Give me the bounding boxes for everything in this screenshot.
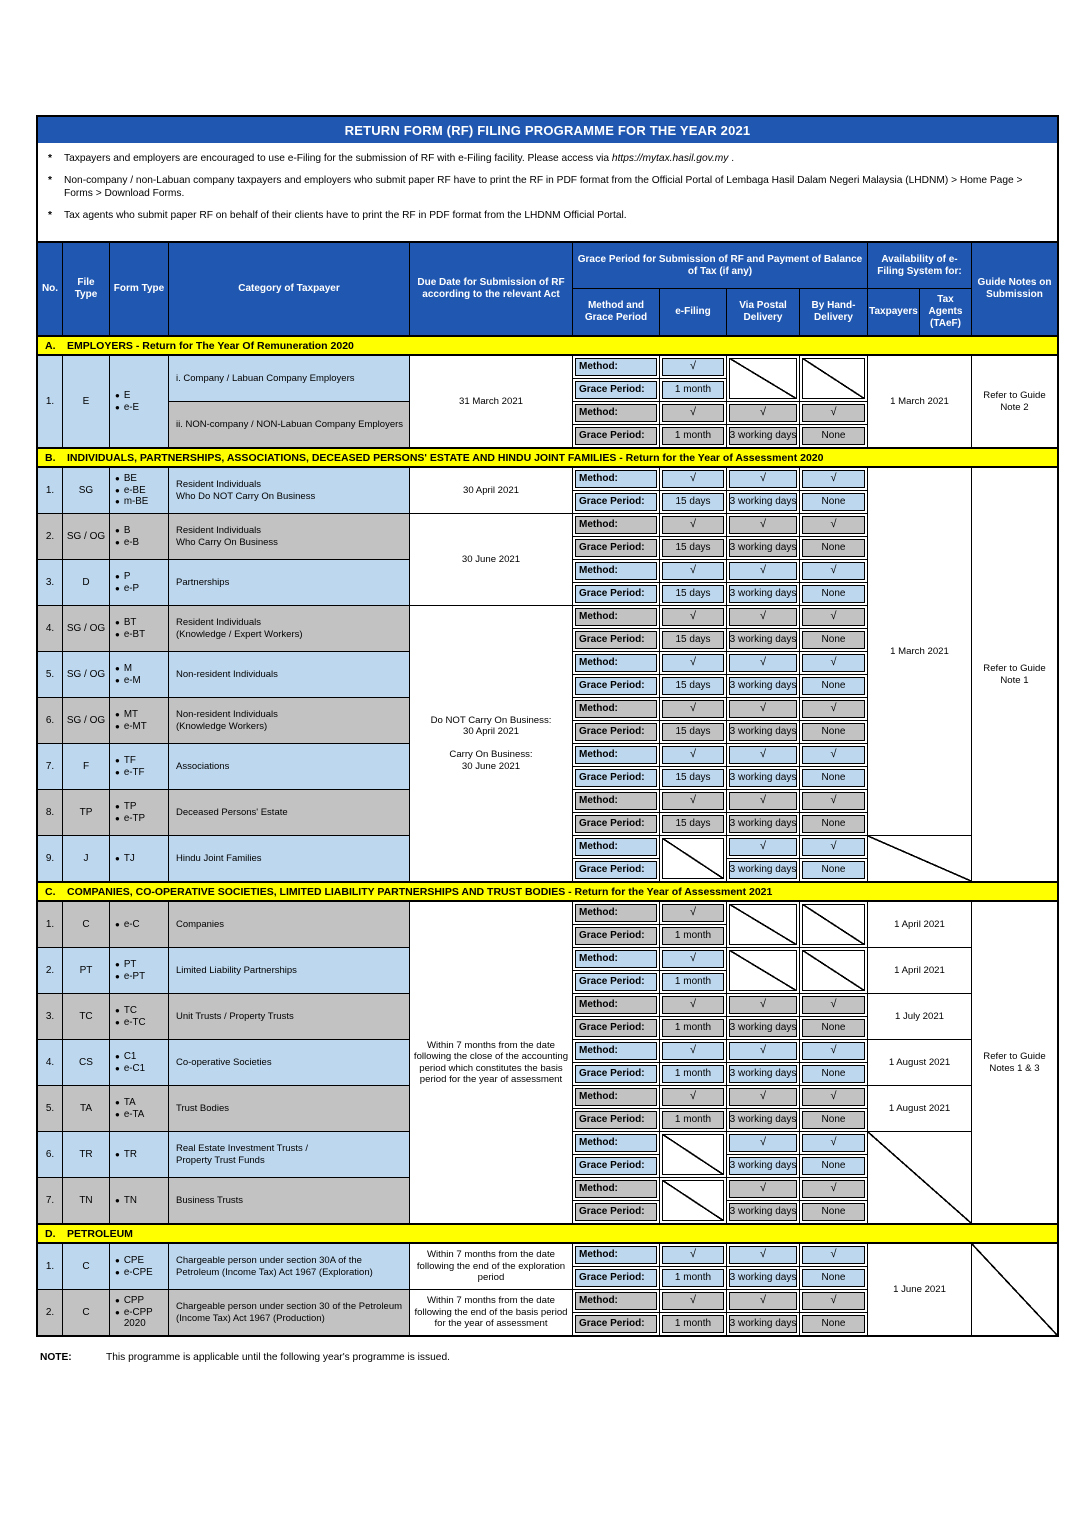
row-number: 1. — [38, 468, 62, 513]
method-grace-label: Grace Period: — [573, 1313, 659, 1335]
column-header-guide-notes: Guide Notes on Submission — [972, 243, 1057, 335]
efiling-cell: 15 days — [660, 721, 726, 743]
intro-note-text: Tax agents who submit paper RF on behalf of their clients have to print the RF in PDF format from the LHDNM Official Portal. — [64, 210, 627, 221]
check-mark: √ — [660, 744, 726, 766]
category: Deceased Persons' Estate — [169, 790, 409, 835]
row-number: 2. — [38, 514, 62, 559]
availability-cell: 1 March 2021 — [868, 468, 971, 835]
efiling-cell: 15 days — [660, 537, 726, 559]
file-type: SG / OG — [63, 514, 109, 559]
check-mark: √ — [800, 468, 867, 490]
check-mark: √ — [727, 1040, 799, 1062]
not-applicable-slash — [727, 356, 799, 401]
method-grace-label: Method: — [573, 836, 659, 858]
due-date: Within 7 months from the date following the end of the exploration period — [410, 1244, 572, 1289]
category: Trust Bodies — [169, 1086, 409, 1131]
postal-cell: 3 working days — [727, 629, 799, 651]
method-grace-label: Grace Period: — [573, 491, 659, 513]
method-grace-label: Grace Period: — [573, 537, 659, 559]
file-type: E — [63, 356, 109, 447]
check-mark: √ — [660, 948, 726, 970]
category: Resident Individuals Who Carry On Business — [169, 514, 409, 559]
check-mark: √ — [727, 1132, 799, 1154]
column-header-tax-agents: Tax Agents (TAeF) — [920, 289, 971, 335]
column-header-due-date: Due Date for Submission of RF according to the relevant Act — [410, 243, 572, 335]
row-number: 9. — [38, 836, 62, 881]
postal-cell: 3 working days — [727, 813, 799, 835]
file-type: SG — [63, 468, 109, 513]
intro-note-item — [48, 209, 1043, 222]
form-type: ● BE ● e-BE ● m-BE — [110, 468, 168, 513]
category: Resident Individuals Who Do NOT Carry On Business — [169, 468, 409, 513]
category: ii. NON-company / NON-Labuan Company Employers — [169, 402, 409, 447]
category: Non-resident Individuals — [169, 652, 409, 697]
efiling-cell: 15 days — [660, 813, 726, 835]
availability-cell: 1 July 2021 — [868, 994, 971, 1039]
method-grace-label: Grace Period: — [573, 721, 659, 743]
hand-cell: None — [800, 767, 867, 789]
method-grace-label: Method: — [573, 698, 659, 720]
not-applicable-slash — [727, 948, 799, 993]
file-type: TC — [63, 994, 109, 1039]
form-type: ● BT ● e-BT — [110, 606, 168, 651]
method-grace-label: Method: — [573, 1040, 659, 1062]
check-mark: √ — [727, 468, 799, 490]
form-type: ● CPE ● e-CPE — [110, 1244, 168, 1289]
not-applicable-slash — [660, 1178, 726, 1223]
form-type: ● PT ● e-PT — [110, 948, 168, 993]
form-type: ● P ● e-P — [110, 560, 168, 605]
check-mark: √ — [660, 790, 726, 812]
check-mark: √ — [800, 1086, 867, 1108]
form-type: ● TN — [110, 1178, 168, 1223]
method-grace-label: Method: — [573, 790, 659, 812]
check-mark: √ — [727, 514, 799, 536]
file-type: TP — [63, 790, 109, 835]
efiling-cell: 1 month — [660, 971, 726, 993]
section-title: PETROLEUM — [67, 1227, 133, 1240]
postal-cell: 3 working days — [727, 721, 799, 743]
row-number: 4. — [38, 606, 62, 651]
category: Resident Individuals (Knowledge / Expert Workers) — [169, 606, 409, 651]
method-grace-label: Grace Period: — [573, 1017, 659, 1039]
row-number: 6. — [38, 1132, 62, 1177]
method-grace-label: Method: — [573, 606, 659, 628]
hand-cell: None — [800, 537, 867, 559]
category: Real Estate Investment Trusts / Property Trust Funds — [169, 1132, 409, 1177]
method-grace-label: Method: — [573, 1244, 659, 1266]
check-mark: √ — [800, 514, 867, 536]
form-type: ● C1 ● e-C1 — [110, 1040, 168, 1085]
not-applicable-slash — [800, 356, 867, 401]
not-applicable-slash — [800, 902, 867, 947]
availability-cell: 1 August 2021 — [868, 1040, 971, 1085]
intro-note-text: Taxpayers and employers are encouraged to use e-Filing for the submission of RF with e-Filing facility. Please access via https://mytax.hasil.gov.my . — [64, 153, 735, 164]
category: Hindu Joint Families — [169, 836, 409, 881]
section-table — [38, 902, 1057, 1223]
efiling-cell: 15 days — [660, 675, 726, 697]
method-grace-label: Grace Period: — [573, 379, 659, 401]
check-mark: √ — [727, 652, 799, 674]
row-number: 3. — [38, 994, 62, 1039]
availability-cell: 1 March 2021 — [868, 356, 971, 447]
intro-notes — [38, 143, 1057, 241]
check-mark: √ — [727, 560, 799, 582]
postal-cell: 3 working days — [727, 537, 799, 559]
file-type: TA — [63, 1086, 109, 1131]
category: Companies — [169, 902, 409, 947]
footnote — [40, 1352, 1086, 1363]
table-sections — [38, 335, 1057, 1335]
asterisk-marker: * — [48, 175, 52, 186]
check-mark: √ — [800, 402, 867, 424]
file-type: PT — [63, 948, 109, 993]
method-grace-label: Method: — [573, 1290, 659, 1312]
column-header-form-type: Form Type — [110, 243, 168, 335]
column-header-grace-group: Grace Period for Submission of RF and Payment of Balance of Tax (if any) — [573, 243, 867, 288]
efiling-cell: 15 days — [660, 583, 726, 605]
check-mark: √ — [660, 1040, 726, 1062]
row-number: 1. — [38, 356, 62, 447]
due-date: 30 April 2021 — [410, 468, 572, 513]
section-heading — [38, 881, 1057, 902]
efiling-cell: 1 month — [660, 1017, 726, 1039]
hand-cell: None — [800, 1109, 867, 1131]
check-mark: √ — [660, 902, 726, 924]
method-grace-label: Grace Period: — [573, 1155, 659, 1177]
hand-cell: None — [800, 1267, 867, 1289]
category: Business Trusts — [169, 1178, 409, 1223]
form-type: ● e-C — [110, 902, 168, 947]
check-mark: √ — [727, 1178, 799, 1200]
category: Unit Trusts / Property Trusts — [169, 994, 409, 1039]
category: Partnerships — [169, 560, 409, 605]
postal-cell: 3 working days — [727, 1313, 799, 1335]
category: Chargeable person under section 30A of the Petroleum (Income Tax) Act 1967 (Exploration) — [169, 1244, 409, 1289]
check-mark: √ — [660, 560, 726, 582]
column-header-method: Method and Grace Period — [573, 289, 659, 335]
method-grace-label: Grace Period: — [573, 767, 659, 789]
check-mark: √ — [800, 744, 867, 766]
hand-cell: None — [800, 491, 867, 513]
check-mark: √ — [727, 1290, 799, 1312]
postal-cell: 3 working days — [727, 1017, 799, 1039]
section-table — [38, 468, 1057, 881]
check-mark: √ — [660, 606, 726, 628]
check-mark: √ — [660, 514, 726, 536]
file-type: C — [63, 1244, 109, 1289]
method-grace-label: Grace Period: — [573, 1063, 659, 1085]
check-mark: √ — [800, 606, 867, 628]
check-mark: √ — [800, 836, 867, 858]
check-mark: √ — [727, 1086, 799, 1108]
row-number: 6. — [38, 698, 62, 743]
postal-cell: 3 working days — [727, 1063, 799, 1085]
section-table — [38, 1244, 1057, 1335]
postal-cell: 3 working days — [727, 1109, 799, 1131]
form-type: ● M ● e-M — [110, 652, 168, 697]
method-grace-label: Method: — [573, 356, 659, 378]
form-type: ● CPP ● e-CPP 2020 — [110, 1290, 168, 1335]
row-number: 7. — [38, 744, 62, 789]
method-grace-label: Grace Period: — [573, 925, 659, 947]
availability-cell: 1 April 2021 — [868, 902, 971, 947]
not-applicable-slash — [727, 902, 799, 947]
hand-cell: None — [800, 1063, 867, 1085]
check-mark: √ — [800, 1040, 867, 1062]
efiling-cell: 1 month — [660, 925, 726, 947]
not-applicable-slash — [868, 1132, 971, 1223]
column-header-file-type: File Type — [63, 243, 109, 335]
check-mark: √ — [800, 1178, 867, 1200]
guide-note-cell: Refer to Guide Notes 1 & 3 — [972, 902, 1057, 1223]
category: Associations — [169, 744, 409, 789]
check-mark: √ — [800, 790, 867, 812]
check-mark: √ — [660, 1290, 726, 1312]
section-heading — [38, 447, 1057, 468]
intro-note-item — [48, 174, 1043, 200]
asterisk-marker: * — [48, 210, 52, 221]
postal-cell: 3 working days — [727, 675, 799, 697]
footnote-text: This programme is applicable until the following year's programme is issued. — [106, 1352, 450, 1363]
method-grace-label: Method: — [573, 514, 659, 536]
table-header — [38, 241, 1057, 335]
method-grace-label: Method: — [573, 652, 659, 674]
postal-cell: 3 working days — [727, 1267, 799, 1289]
due-date: Within 7 months from the date following the close of the accounting period which constitutes the basis period for the year of assessment — [410, 902, 572, 1223]
category: i. Company / Labuan Company Employers — [169, 356, 409, 401]
check-mark: √ — [800, 1244, 867, 1266]
efiling-cell: 1 month — [660, 425, 726, 447]
postal-cell: 3 working days — [727, 767, 799, 789]
check-mark: √ — [727, 790, 799, 812]
category: Co-operative Societies — [169, 1040, 409, 1085]
hand-cell: None — [800, 425, 867, 447]
file-type: C — [63, 1290, 109, 1335]
section-letter: D. — [45, 1227, 56, 1240]
document-title: RETURN FORM (RF) FILING PROGRAMME FOR THE YEAR 2021 — [38, 117, 1057, 143]
check-mark: √ — [727, 1244, 799, 1266]
efiling-cell: 1 month — [660, 1267, 726, 1289]
hand-cell: None — [800, 1201, 867, 1223]
postal-cell: 3 working days — [727, 491, 799, 513]
column-header-postal: Via Postal Delivery — [727, 289, 799, 335]
form-type: ● TC ● e-TC — [110, 994, 168, 1039]
check-mark: √ — [727, 698, 799, 720]
section-heading — [38, 335, 1057, 356]
postal-cell: 3 working days — [727, 1201, 799, 1223]
guide-note-cell: Refer to Guide Note 2 — [972, 356, 1057, 447]
column-header-availability-group: Availability of e-Filing System for: — [868, 243, 971, 288]
check-mark: √ — [660, 652, 726, 674]
section-letter: A. — [45, 339, 56, 352]
guide-note-cell: Refer to Guide Note 1 — [972, 468, 1057, 881]
check-mark: √ — [727, 744, 799, 766]
due-date: Do NOT Carry On Business: 30 April 2021 Carry On Business: 30 June 2021 — [410, 606, 572, 881]
file-type: TN — [63, 1178, 109, 1223]
row-number: 4. — [38, 1040, 62, 1085]
method-grace-label: Method: — [573, 468, 659, 490]
file-type: J — [63, 836, 109, 881]
check-mark: √ — [660, 468, 726, 490]
efiling-cell: 1 month — [660, 1313, 726, 1335]
column-header-efiling: e-Filing — [660, 289, 726, 335]
due-date: 30 June 2021 — [410, 514, 572, 605]
not-applicable-slash — [972, 1244, 1057, 1335]
file-type: F — [63, 744, 109, 789]
efiling-cell: 15 days — [660, 491, 726, 513]
column-header-category: Category of Taxpayer — [169, 243, 409, 335]
hand-cell: None — [800, 721, 867, 743]
section-table — [38, 356, 1057, 447]
form-type: ● B ● e-B — [110, 514, 168, 559]
column-header-no: No. — [38, 243, 62, 335]
method-grace-label: Grace Period: — [573, 813, 659, 835]
row-number: 1. — [38, 1244, 62, 1289]
category: Limited Liability Partnerships — [169, 948, 409, 993]
hand-cell: None — [800, 629, 867, 651]
efiling-cell: 1 month — [660, 1063, 726, 1085]
postal-cell: 3 working days — [727, 1155, 799, 1177]
not-applicable-slash — [800, 948, 867, 993]
file-type: SG / OG — [63, 606, 109, 651]
method-grace-label: Grace Period: — [573, 971, 659, 993]
method-grace-label: Grace Period: — [573, 675, 659, 697]
row-number: 2. — [38, 948, 62, 993]
form-type: ● TP ● e-TP — [110, 790, 168, 835]
section-heading — [38, 1223, 1057, 1244]
section-letter: B. — [45, 451, 56, 464]
efiling-cell: 15 days — [660, 767, 726, 789]
method-grace-label: Method: — [573, 1178, 659, 1200]
check-mark: √ — [800, 698, 867, 720]
check-mark: √ — [727, 606, 799, 628]
category: Non-resident Individuals (Knowledge Workers) — [169, 698, 409, 743]
check-mark: √ — [727, 994, 799, 1016]
method-grace-label: Method: — [573, 744, 659, 766]
section-letter: C. — [45, 885, 56, 898]
hand-cell: None — [800, 675, 867, 697]
form-type: ● MT ● e-MT — [110, 698, 168, 743]
hand-cell: None — [800, 1155, 867, 1177]
check-mark: √ — [660, 356, 726, 378]
row-number: 3. — [38, 560, 62, 605]
form-type: ● TJ — [110, 836, 168, 881]
intro-note-item — [48, 152, 1043, 165]
hand-cell: None — [800, 1017, 867, 1039]
method-grace-label: Method: — [573, 560, 659, 582]
file-type: SG / OG — [63, 652, 109, 697]
category: Chargeable person under section 30 of the Petroleum (Income Tax) Act 1967 (Production) — [169, 1290, 409, 1335]
check-mark: √ — [800, 994, 867, 1016]
check-mark: √ — [800, 560, 867, 582]
hand-cell: None — [800, 859, 867, 881]
filing-programme-document — [36, 115, 1059, 1337]
row-number: 5. — [38, 652, 62, 697]
check-mark: √ — [660, 1244, 726, 1266]
due-date: 31 March 2021 — [410, 356, 572, 447]
method-grace-label: Method: — [573, 948, 659, 970]
intro-note-text: Non-company / non-Labuan company taxpayers and employers who submit paper RF have to print the RF in PDF format from the Official Portal of Lembaga Hasil Dalam Negeri Malaysia (LHDNM) > Home Page > Forms > Download Forms. — [64, 175, 1023, 199]
file-type: CS — [63, 1040, 109, 1085]
postal-cell: 3 working days — [727, 859, 799, 881]
check-mark: √ — [727, 402, 799, 424]
hand-cell: None — [800, 583, 867, 605]
row-number: 1. — [38, 902, 62, 947]
check-mark: √ — [660, 698, 726, 720]
method-grace-label: Method: — [573, 994, 659, 1016]
row-number: 2. — [38, 1290, 62, 1335]
row-number: 8. — [38, 790, 62, 835]
method-grace-label: Method: — [573, 1132, 659, 1154]
method-grace-label: Grace Period: — [573, 629, 659, 651]
check-mark: √ — [727, 836, 799, 858]
efiling-cell: 1 month — [660, 379, 726, 401]
asterisk-marker: * — [48, 153, 52, 164]
form-type: ● E ● e-E — [110, 356, 168, 447]
row-number: 5. — [38, 1086, 62, 1131]
check-mark: √ — [660, 1086, 726, 1108]
method-grace-label: Grace Period: — [573, 1267, 659, 1289]
hand-cell: None — [800, 813, 867, 835]
form-type: ● TR — [110, 1132, 168, 1177]
efiling-cell: 15 days — [660, 629, 726, 651]
file-type: D — [63, 560, 109, 605]
efiling-cell: 1 month — [660, 1109, 726, 1131]
method-grace-label: Grace Period: — [573, 1109, 659, 1131]
file-type: C — [63, 902, 109, 947]
section-title: INDIVIDUALS, PARTNERSHIPS, ASSOCIATIONS, DECEASED PERSONS' ESTATE AND HINDU JOINT FAMILIES - Return for the Year of Assessment 2020 — [67, 451, 824, 464]
not-applicable-slash — [868, 836, 971, 881]
method-grace-label: Method: — [573, 902, 659, 924]
availability-cell: 1 August 2021 — [868, 1086, 971, 1131]
method-grace-label: Grace Period: — [573, 1201, 659, 1223]
method-grace-label: Method: — [573, 1086, 659, 1108]
method-grace-label: Method: — [573, 402, 659, 424]
postal-cell: 3 working days — [727, 425, 799, 447]
method-grace-label: Grace Period: — [573, 425, 659, 447]
availability-cell: 1 June 2021 — [868, 1244, 971, 1335]
method-grace-label: Grace Period: — [573, 583, 659, 605]
check-mark: √ — [660, 402, 726, 424]
column-header-hand: By Hand-Delivery — [800, 289, 867, 335]
check-mark: √ — [800, 1290, 867, 1312]
not-applicable-slash — [660, 836, 726, 881]
section-title: EMPLOYERS - Return for The Year Of Remuneration 2020 — [67, 339, 354, 352]
hand-cell: None — [800, 1313, 867, 1335]
not-applicable-slash — [660, 1132, 726, 1177]
column-header-taxpayers: Taxpayers — [868, 289, 919, 335]
section-title: COMPANIES, CO-OPERATIVE SOCIETIES, LIMITED LIABILITY PARTNERSHIPS AND TRUST BODIES - Return for the Year of Assessment 2021 — [67, 885, 773, 898]
check-mark: √ — [800, 1132, 867, 1154]
method-grace-label: Grace Period: — [573, 859, 659, 881]
postal-cell: 3 working days — [727, 583, 799, 605]
form-type: ● TF ● e-TF — [110, 744, 168, 789]
check-mark: √ — [660, 994, 726, 1016]
footnote-label: NOTE: — [40, 1352, 72, 1363]
check-mark: √ — [800, 652, 867, 674]
row-number: 7. — [38, 1178, 62, 1223]
file-type: TR — [63, 1132, 109, 1177]
availability-cell: 1 April 2021 — [868, 948, 971, 993]
due-date: Within 7 months from the date following the end of the basis period for the year of assessment — [410, 1290, 572, 1335]
form-type: ● TA ● e-TA — [110, 1086, 168, 1131]
file-type: SG / OG — [63, 698, 109, 743]
